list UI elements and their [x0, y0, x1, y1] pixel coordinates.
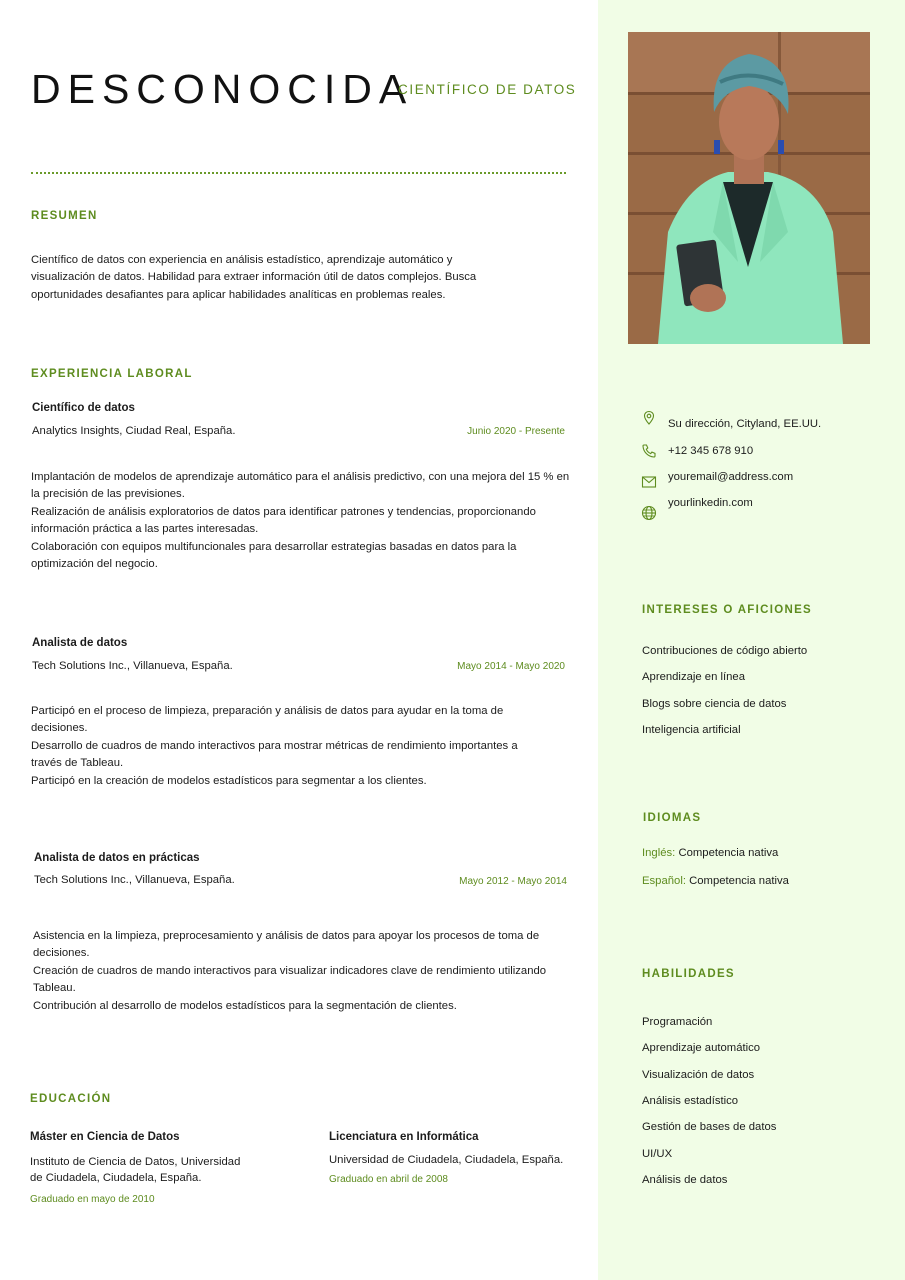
- skill-item: Programación: [642, 1016, 713, 1028]
- job-line: través de Tableau.: [31, 757, 124, 770]
- degree-school: [30, 1154, 280, 1186]
- interest-item: Blogs sobre ciencia de datos: [642, 698, 787, 710]
- skill-item: Análisis de datos: [642, 1174, 728, 1186]
- job-line: Realización de análisis exploratorios de datos para identificar patrones y tendencias, proporcionando: [31, 505, 536, 518]
- interests-title: INTERESES O AFICIONES: [642, 604, 813, 616]
- job-line: Tableau.: [33, 982, 76, 995]
- language-item: [642, 875, 789, 887]
- job-line: Participó en el proceso de limpieza, preparación y análisis de datos para ayudar en la toma de: [31, 705, 504, 717]
- contact-website: yourlinkedin.com: [668, 497, 753, 509]
- job-dates: Mayo 2014 - Mayo 2020: [457, 661, 565, 672]
- language-item: [642, 847, 778, 859]
- skill-item: Análisis estadístico: [642, 1095, 739, 1107]
- contact-address: Su dirección, Cityland, EE.UU.: [668, 418, 822, 430]
- job-description: [33, 928, 573, 1015]
- language-level: Competencia nativa: [689, 875, 789, 887]
- language-level: Competencia nativa: [678, 847, 779, 859]
- job-line: información práctica a las partes interesadas.: [31, 523, 259, 536]
- degree-date: Graduado en mayo de 2010: [30, 1194, 155, 1205]
- job-title: Analista de datos en prácticas: [34, 852, 200, 864]
- summary-title: RESUMEN: [31, 210, 98, 222]
- job-line: optimización del negocio.: [31, 558, 158, 571]
- skill-item: Gestión de bases de datos: [642, 1121, 777, 1133]
- degree-title: Licenciatura en Informática: [329, 1131, 479, 1143]
- profile-photo: [628, 32, 870, 344]
- job-title: Científico de datos: [32, 402, 135, 414]
- school-line: de Ciudadela, Ciudadela, España.: [30, 1172, 202, 1184]
- skill-item: UI/UX: [642, 1148, 673, 1160]
- job-line: decisiones.: [31, 722, 88, 735]
- globe-icon: [641, 505, 657, 521]
- summary-line: oportunidades desafiantes para aplicar habilidades analíticas en problemas reales.: [31, 288, 446, 301]
- job-company: Tech Solutions Inc., Villanueva, España.: [32, 660, 233, 672]
- degree-school: [329, 1152, 589, 1168]
- school-line: Instituto de Ciencia de Datos, Universidad: [30, 1156, 241, 1168]
- skill-item: Aprendizaje automático: [642, 1042, 761, 1054]
- job-dates: Mayo 2012 - Mayo 2014: [459, 876, 567, 887]
- job-role: CIENTÍFICO DE DATOS: [398, 82, 577, 97]
- job-line: Implantación de modelos de aprendizaje automático para el análisis predictivo, con una mejora del 15 % en: [31, 471, 570, 483]
- languages-title: IDIOMAS: [643, 812, 702, 824]
- job-line: Contribución al desarrollo de modelos estadísticos para la segmentación de clientes.: [33, 999, 457, 1012]
- language-name: Español:: [642, 875, 686, 887]
- summary-line: visualización de datos. Habilidad para extraer información útil de datos complejos. Busca: [31, 271, 477, 284]
- skills-title: HABILIDADES: [642, 968, 735, 980]
- summary-line: Científico de datos con experiencia en análisis estadístico, aprendizaje automático y: [31, 254, 453, 266]
- job-company: Tech Solutions Inc., Villanueva, España.: [34, 874, 235, 886]
- phone-icon: [641, 443, 657, 459]
- job-description: [31, 703, 571, 790]
- education-title: EDUCACIÓN: [30, 1093, 112, 1105]
- contact-email: youremail@address.com: [668, 471, 794, 483]
- degree-title: Máster en Ciencia de Datos: [30, 1131, 180, 1143]
- interest-item: Aprendizaje en línea: [642, 671, 746, 683]
- job-line: Asistencia en la limpieza, preprocesamiento y análisis de datos para apoyar los procesos de toma de: [33, 930, 540, 942]
- skill-item: Visualización de datos: [642, 1069, 755, 1081]
- job-title: Analista de datos: [32, 637, 128, 649]
- job-line: Participó en la creación de modelos estadísticos para segmentar a los clientes.: [31, 774, 427, 787]
- language-name: Inglés:: [642, 847, 676, 859]
- school-line: Universidad de Ciudadela, Ciudadela, España.: [329, 1154, 564, 1166]
- job-line: Desarrollo de cuadros de mando interactivos para mostrar métricas de rendimiento importantes a: [31, 739, 518, 752]
- job-line: decisiones.: [33, 947, 90, 960]
- person-name: DESCONOCIDA: [31, 66, 414, 112]
- email-icon: [641, 474, 657, 490]
- job-line: Creación de cuadros de mando interactivos para visualizar indicadores clave de rendimiento utilizando: [33, 964, 547, 977]
- interest-item: Contribuciones de código abierto: [642, 645, 808, 657]
- interest-item: Inteligencia artificial: [642, 724, 741, 736]
- experience-title: EXPERIENCIA LABORAL: [31, 368, 193, 380]
- job-dates: Junio 2020 - Presente: [467, 426, 565, 437]
- job-company: Analytics Insights, Ciudad Real, España.: [32, 425, 236, 437]
- job-description: [31, 469, 571, 573]
- job-line: Colaboración con equipos multifuncionales para desarrollar estrategias basadas en datos para la: [31, 540, 517, 553]
- summary-text: [31, 252, 501, 304]
- job-line: la precisión de las previsiones.: [31, 488, 185, 501]
- location-pin-icon: [641, 410, 657, 426]
- degree-date: Graduado en abril de 2008: [329, 1174, 448, 1185]
- header-divider: [31, 172, 566, 174]
- contact-phone: +12 345 678 910: [668, 445, 754, 457]
